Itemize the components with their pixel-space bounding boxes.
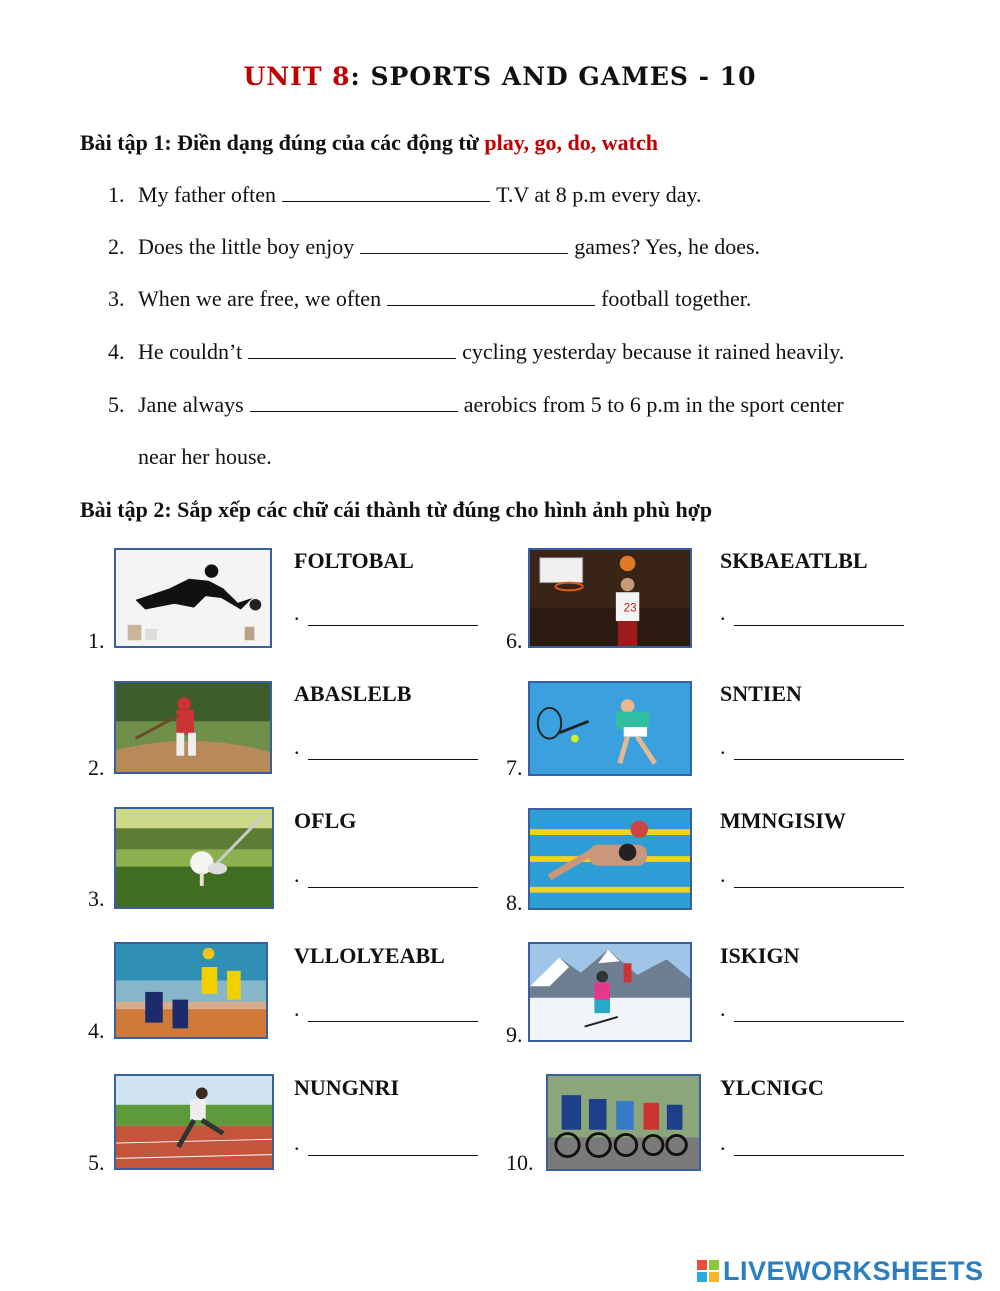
question-number: 1. bbox=[108, 182, 125, 207]
question-4 bbox=[108, 339, 844, 365]
answer-line[interactable] bbox=[308, 745, 478, 760]
scrambled-word: YLCNIGC bbox=[720, 1075, 824, 1100]
photo-running bbox=[114, 1074, 274, 1170]
answer-dot: . bbox=[720, 862, 726, 887]
question-text-before: Does the little boy enjoy bbox=[138, 234, 355, 259]
answer-field[interactable] bbox=[294, 862, 478, 888]
item-number: 1. bbox=[88, 628, 105, 653]
item-number: 10. bbox=[506, 1150, 534, 1175]
answer-dot: . bbox=[720, 996, 726, 1021]
question-number: 4. bbox=[108, 339, 125, 364]
question-text-after: games? Yes, he does. bbox=[574, 234, 761, 259]
item-number: 2. bbox=[88, 755, 105, 780]
photo-skiing bbox=[528, 942, 692, 1042]
question-text-after: cycling yesterday because it rained heavily. bbox=[462, 339, 845, 364]
photo-golf bbox=[114, 807, 274, 909]
question-number: 2. bbox=[108, 234, 125, 259]
answer-line[interactable] bbox=[308, 611, 478, 626]
photo-cycling bbox=[546, 1074, 701, 1171]
exercise1-heading bbox=[80, 130, 658, 156]
answer-dot: . bbox=[720, 1130, 726, 1155]
question-2 bbox=[108, 234, 760, 260]
scrambled-word: OFLG bbox=[294, 808, 357, 833]
exercise2-heading: Bài tập 2: Sắp xếp các chữ cái thành từ đúng cho hình ảnh phù hợp bbox=[80, 497, 713, 522]
question-text-before: He couldn’t bbox=[138, 339, 243, 364]
liveworksheets-logo[interactable] bbox=[697, 1256, 984, 1286]
answer-dot: . bbox=[720, 600, 726, 625]
answer-dot: . bbox=[294, 734, 300, 759]
photo-baseball bbox=[114, 681, 272, 774]
photo-soccer-player bbox=[114, 548, 272, 648]
svg-text:23: 23 bbox=[623, 601, 637, 615]
title-unit: UNIT 8 bbox=[243, 62, 351, 91]
exercise1-verbs: play, go, do, watch bbox=[484, 130, 658, 155]
answer-blank[interactable] bbox=[250, 393, 458, 412]
answer-line[interactable] bbox=[734, 611, 904, 626]
answer-field[interactable] bbox=[720, 600, 904, 626]
answer-dot: . bbox=[720, 734, 726, 759]
question-1 bbox=[108, 182, 702, 208]
scrambled-word: SNTIEN bbox=[720, 681, 802, 706]
photo-tennis bbox=[528, 681, 692, 776]
question-5-continuation: near her house. bbox=[138, 444, 272, 469]
logo-grid-icon bbox=[697, 1260, 719, 1282]
item-number: 5. bbox=[88, 1150, 105, 1175]
photo-volleyball bbox=[114, 942, 268, 1039]
answer-field[interactable] bbox=[294, 734, 478, 760]
item-number: 3. bbox=[88, 886, 105, 911]
answer-blank[interactable] bbox=[248, 340, 456, 359]
question-number: 5. bbox=[108, 392, 125, 417]
answer-blank[interactable] bbox=[360, 235, 568, 254]
answer-line[interactable] bbox=[734, 1141, 904, 1156]
answer-line[interactable] bbox=[308, 873, 478, 888]
answer-dot: . bbox=[294, 862, 300, 887]
answer-line[interactable] bbox=[734, 1007, 904, 1022]
scrambled-word: NUNGNRI bbox=[294, 1075, 400, 1100]
question-text-after: football together. bbox=[601, 286, 752, 311]
question-5 bbox=[108, 392, 844, 418]
answer-dot: . bbox=[294, 996, 300, 1021]
answer-blank[interactable] bbox=[387, 287, 595, 306]
answer-blank[interactable] bbox=[282, 183, 490, 202]
answer-dot: . bbox=[294, 600, 300, 625]
answer-field[interactable] bbox=[720, 1130, 904, 1156]
answer-field[interactable] bbox=[294, 996, 478, 1022]
item-number: 6. bbox=[506, 628, 523, 653]
exercise1-heading-text: Bài tập 1: Điền dạng đúng của các động từ bbox=[80, 130, 485, 155]
page-title bbox=[0, 62, 1000, 91]
question-number: 3. bbox=[108, 286, 125, 311]
answer-field[interactable] bbox=[294, 1130, 478, 1156]
answer-line[interactable] bbox=[734, 745, 904, 760]
answer-line[interactable] bbox=[308, 1007, 478, 1022]
answer-field[interactable] bbox=[720, 734, 904, 760]
question-text-before: My father often bbox=[138, 182, 277, 207]
question-text-after: aerobics from 5 to 6 p.m in the sport center bbox=[463, 392, 844, 417]
logo-text: LIVEWORKSHEETS bbox=[723, 1255, 984, 1286]
scrambled-word: SKBAEATLBL bbox=[720, 548, 868, 573]
photo-basketball bbox=[528, 548, 692, 648]
question-text-before: When we are free, we often bbox=[138, 286, 382, 311]
answer-dot: . bbox=[294, 1130, 300, 1155]
answer-field[interactable] bbox=[720, 996, 904, 1022]
photo-swimming bbox=[528, 808, 692, 910]
question-text-before: Jane always bbox=[138, 392, 244, 417]
item-number: 7. bbox=[506, 755, 523, 780]
answer-field[interactable] bbox=[294, 600, 478, 626]
scrambled-word: ISKIGN bbox=[720, 943, 800, 968]
scrambled-word: ABASLELB bbox=[294, 681, 412, 706]
scrambled-word: VLLOLYEABL bbox=[294, 943, 445, 968]
question-text-after: T.V at 8 p.m every day. bbox=[496, 182, 702, 207]
scrambled-word: MMNGISIW bbox=[720, 808, 846, 833]
title-rest: : SPORTS AND GAMES - 10 bbox=[350, 62, 757, 91]
answer-field[interactable] bbox=[720, 862, 904, 888]
item-number: 8. bbox=[506, 890, 523, 915]
scrambled-word: FOLTOBAL bbox=[294, 548, 414, 573]
item-number: 9. bbox=[506, 1022, 523, 1047]
item-number: 4. bbox=[88, 1018, 105, 1043]
answer-line[interactable] bbox=[308, 1141, 478, 1156]
question-3 bbox=[108, 286, 751, 312]
answer-line[interactable] bbox=[734, 873, 904, 888]
